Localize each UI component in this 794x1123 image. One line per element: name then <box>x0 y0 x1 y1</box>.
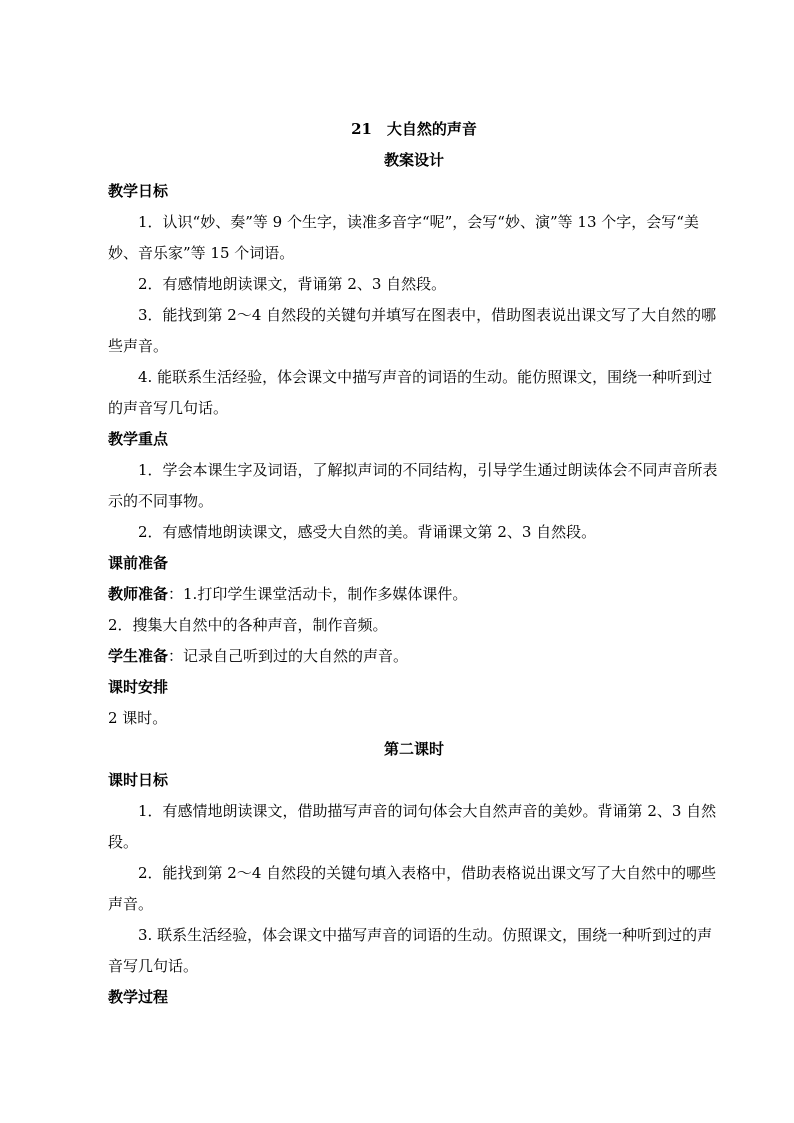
lesson2-goal-item: 3. 联系生活经验，体会课文中描写声音的词语的生动。仿照课文，围绕一种听到过的声音写几句话。 <box>108 926 713 975</box>
key-points-heading: 教学重点 <box>108 430 169 448</box>
schedule-heading: 课时安排 <box>108 678 169 696</box>
goals-heading: 教学日标 <box>108 182 169 200</box>
teacher-preparation <box>108 579 720 610</box>
preparation-heading: 课前准备 <box>108 554 169 572</box>
lesson2-goal-item: 1．有感情地朗读课文，借助描写声音的词句体会大自然声音的美妙。背诵第 2、3 自然段。 <box>108 802 717 851</box>
lesson-title: 21 大自然的声音 <box>351 120 477 138</box>
goal-item: 1．认识“妙、奏”等 9 个生字，读准多音字“呢”，会写“妙、演”等 13 个字，会写“美妙、音乐家”等 15 个词语。 <box>108 213 699 262</box>
schedule-text: 2 课时。 <box>108 709 168 727</box>
goal-item: 4. 能联系生活经验，体会课文中描写声音的词语的生动。能仿照课文，围绕一种听到过的声音写几句话。 <box>108 368 713 417</box>
lesson2-title: 第二课时 <box>383 740 444 758</box>
lesson2-goal-item: 2．能找到第 2～4 自然段的关键句填入表格中，借助表格说出课文写了大自然中的哪些声音。 <box>108 864 717 913</box>
goal-item: 3．能找到第 2～4 自然段的关键句并填写在图表中，借助图表说出课文写了大自然的哪些声音。 <box>108 306 717 355</box>
key-point-item: 2．有感情地朗读课文，感受大自然的美。背诵课文第 2、3 自然段。 <box>138 523 597 541</box>
goal-item: 2．有感情地朗读课文，背诵第 2、3 自然段。 <box>138 275 447 293</box>
student-preparation-label: 学生准备 <box>108 647 169 665</box>
student-preparation <box>108 641 720 672</box>
process-heading: 教学过程 <box>108 988 169 1006</box>
lesson-subtitle: 教案设计 <box>383 151 444 169</box>
document-body <box>108 114 720 1013</box>
teacher-preparation-label: 教师准备 <box>108 585 169 603</box>
key-point-item: 1．学会本课生字及词语，了解拟声词的不同结构，引导学生通过朗读体会不同声音所表示的不同事物。 <box>108 461 718 510</box>
teacher-preparation-item: 2．搜集大自然中的各种声音，制作音频。 <box>108 616 388 634</box>
teacher-preparation-text: ：1.打印学生课堂活动卡，制作多媒体课件。 <box>168 585 468 603</box>
student-preparation-text: ：记录自己听到过的大自然的声音。 <box>168 647 409 665</box>
lesson2-goals-heading: 课时日标 <box>108 771 169 789</box>
